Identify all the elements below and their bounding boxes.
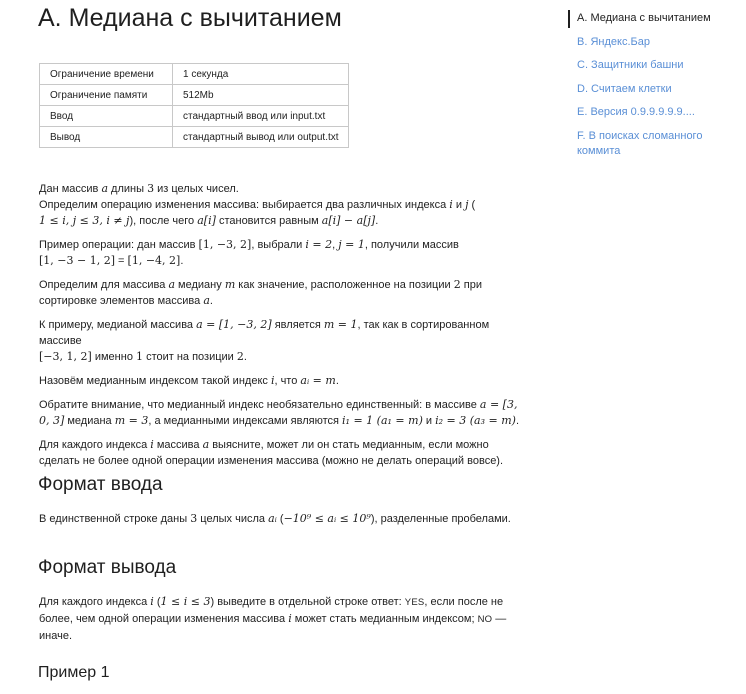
math: aᵢ <box>268 512 277 525</box>
math: j <box>465 198 469 211</box>
text: , <box>332 239 339 251</box>
problem-statement <box>39 181 519 477</box>
math: a <box>101 182 108 195</box>
text: . <box>335 375 339 387</box>
text: Назовём медианным индексом такой индекс <box>39 375 271 387</box>
statement-paragraph-7 <box>39 437 519 469</box>
text: . <box>243 351 247 363</box>
limit-value: 1 секунда <box>173 64 349 85</box>
math: a = [3, 0, 3] <box>39 398 518 427</box>
text: целых числа <box>197 513 269 525</box>
text: , что <box>274 375 301 387</box>
limit-value: стандартный вывод или output.txt <box>173 127 349 148</box>
text: может стать медианным индексом; <box>291 613 478 625</box>
table-row <box>40 64 349 85</box>
verdict-yes: YES <box>404 597 425 608</box>
text: , если после не более, чем одной операции изменения массива <box>39 596 504 625</box>
text: , получили массив <box>364 239 459 251</box>
math: m = 3 <box>114 414 149 427</box>
output-format-text <box>39 594 519 644</box>
text: ) выведите в отдельной строке ответ: <box>210 596 405 608</box>
math: i <box>270 374 275 387</box>
toc-item-f[interactable]: F. В поисках сломанного коммита <box>577 129 703 157</box>
math: i₁ = 1 (a₁ = m) <box>342 414 423 427</box>
text: ), разделенные пробелами. <box>370 513 511 525</box>
text: Для каждого индекса <box>39 596 151 608</box>
text: ( <box>276 513 284 525</box>
text: . <box>209 295 213 307</box>
toc-item-a[interactable]: А. Медиана с вычитанием <box>568 10 728 28</box>
math: 1 <box>136 350 144 363</box>
text: массива <box>153 439 203 451</box>
math: j = 1 <box>338 238 365 251</box>
text: именно <box>91 351 137 363</box>
math: a[i] <box>197 214 216 227</box>
math: [−3, 1, 2] <box>39 350 92 363</box>
math: [1, −4, 2] <box>127 254 181 267</box>
limit-key: Ограничение памяти <box>40 85 173 106</box>
table-row <box>40 106 349 127</box>
input-format-text <box>39 511 519 527</box>
math: 1 ≤ i ≤ 3 <box>160 595 211 608</box>
example-heading: Пример 1 <box>38 664 110 681</box>
math: i = 2 <box>305 238 333 251</box>
input-format-heading: Формат ввода <box>38 474 163 495</box>
text: Пример операции: дан массив <box>39 239 199 251</box>
limits-table <box>39 63 349 148</box>
math: [1, −3, 2] <box>198 238 252 251</box>
text: — иначе. <box>39 613 507 642</box>
math: a <box>202 438 210 451</box>
limit-key: Вывод <box>40 127 173 148</box>
text: . <box>515 415 520 427</box>
math: 2 <box>236 350 244 363</box>
statement-paragraph-4 <box>39 317 519 365</box>
math: aᵢ = m <box>300 374 336 387</box>
toc-item-e[interactable]: E. Версия 0.9.9.9.9.9.... <box>577 106 695 118</box>
text: Дан массив <box>39 183 102 195</box>
text: ( <box>468 199 476 211</box>
math: −10⁹ ≤ aᵢ ≤ 10⁹ <box>283 512 371 525</box>
text: . <box>180 255 184 267</box>
statement-paragraph-5 <box>39 373 519 389</box>
limit-value: стандартный ввод или input.txt <box>173 106 349 127</box>
text: К примеру, медианой массива <box>39 319 197 331</box>
text: , так как в сортированном массиве <box>39 319 490 347</box>
math: a <box>168 278 175 291</box>
text: медиана <box>64 415 115 427</box>
limit-key: Ввод <box>40 106 173 127</box>
text: и <box>452 199 466 211</box>
toc-item-d[interactable]: D. Считаем клетки <box>577 82 672 95</box>
text: ), после чего <box>129 215 198 227</box>
statement-paragraph-6 <box>39 397 519 429</box>
math: a <box>203 294 210 307</box>
table-row <box>40 127 349 148</box>
text: длины <box>108 183 148 195</box>
text: медиану <box>175 279 225 291</box>
table-of-contents <box>568 10 728 167</box>
text: Определим для массива <box>39 279 169 291</box>
verdict-no: NO <box>477 614 493 625</box>
statement-paragraph-2 <box>39 237 519 269</box>
toc-item-c[interactable]: C. Защитники башни <box>577 59 684 71</box>
limit-key: Ограничение времени <box>40 64 173 85</box>
math: 1 ≤ i, j ≤ 3, i ≠ j <box>39 214 130 227</box>
limit-value: 512Mb <box>173 85 349 106</box>
text: = <box>115 255 128 267</box>
math: i <box>150 595 154 608</box>
output-format-heading: Формат вывода <box>38 557 177 578</box>
text: как значение, расположенное на позиции <box>235 279 454 291</box>
table-row <box>40 85 349 106</box>
math: i₂ = 3 (a₃ = m) <box>435 414 516 427</box>
math: m = 1 <box>323 318 358 331</box>
math: 2 <box>453 278 461 291</box>
text: , а медианными индексами являются <box>148 415 343 427</box>
text: стоит на позиции <box>143 351 237 363</box>
math: a[i] − a[j] <box>321 214 376 227</box>
math: i <box>449 198 453 211</box>
text: становится равным <box>215 215 322 227</box>
text: ( <box>153 596 161 608</box>
text: В единственной строке даны <box>39 513 191 525</box>
text: из целых чисел. <box>154 183 239 195</box>
math: i <box>150 438 154 451</box>
math: 3 <box>147 182 155 195</box>
text: . <box>375 215 379 227</box>
math: [1, −3 − 1, 2] <box>39 254 115 267</box>
toc-item-b[interactable]: B. Яндекс.Бар <box>577 35 650 48</box>
text: и <box>422 415 436 427</box>
page-title: А. Медиана с вычитанием <box>38 4 342 32</box>
math: 3 <box>190 512 198 525</box>
text: , выбрали <box>251 239 306 251</box>
text: Для каждого индекса <box>39 439 151 451</box>
text: является <box>271 319 324 331</box>
text: при сортировке элементов массива <box>39 279 482 307</box>
statement-paragraph-1 <box>39 181 519 229</box>
text: Обратите внимание, что медианный индекс необязательно единственный: в массиве <box>39 399 480 411</box>
text: Определим операцию изменения массива: выбирается два различных индекса <box>39 199 450 211</box>
math: i <box>288 612 292 625</box>
math: m <box>224 278 236 291</box>
statement-paragraph-3 <box>39 277 519 309</box>
text: выясните, может ли он стать медианным, если можно сделать не более одной операции изменения массива (можно не делать операций вовсе). <box>39 439 504 467</box>
math: a = [1, −3, 2] <box>196 318 272 331</box>
